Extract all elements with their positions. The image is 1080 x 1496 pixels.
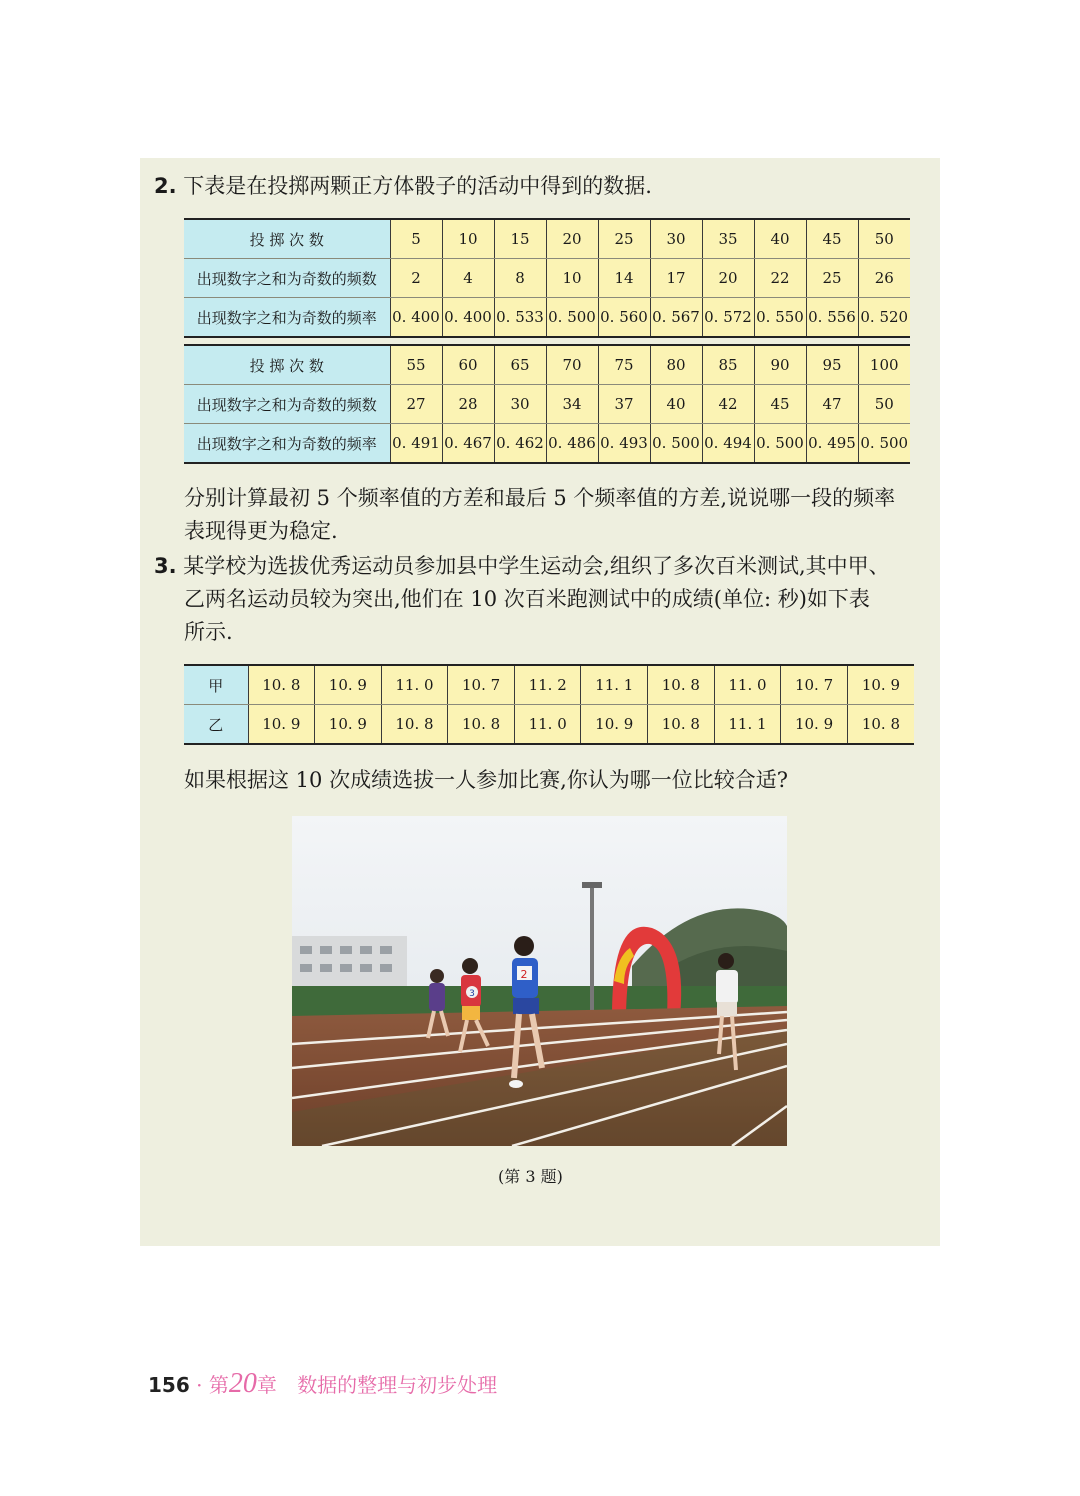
row-label-throws: 投 掷 次 数 <box>184 345 390 385</box>
q3-number: 3. <box>154 554 177 578</box>
table-cell: 85 <box>702 345 754 385</box>
table-cell: 0. 400 <box>442 298 494 338</box>
table-cell: 14 <box>598 259 650 298</box>
table-cell: 10. 8 <box>648 705 715 745</box>
q2-intro-line <box>154 170 652 203</box>
track-race-photo <box>292 816 787 1146</box>
table-cell: 2 <box>390 259 442 298</box>
table-row <box>184 665 914 705</box>
table-cell: 11. 0 <box>714 665 781 705</box>
row-label-frequency: 出现数字之和为奇数的频率 <box>184 298 390 338</box>
table-cell: 10 <box>442 219 494 259</box>
table-cell: 11. 1 <box>581 665 648 705</box>
sprint-times-table <box>184 664 914 745</box>
table-cell: 0. 486 <box>546 424 598 464</box>
table-cell: 28 <box>442 385 494 424</box>
table-cell: 10. 9 <box>248 705 315 745</box>
table-cell: 50 <box>858 219 910 259</box>
q2-intro: 下表是在投掷两颗正方体骰子的活动中得到的数据. <box>183 174 652 198</box>
table-cell: 0. 467 <box>442 424 494 464</box>
table-cell: 0. 500 <box>650 424 702 464</box>
q3-line-1: 某学校为选拔优秀运动员参加县中学生运动会,组织了多次百米测试,其中甲、 <box>183 554 890 578</box>
footer-separator: · <box>196 1373 203 1397</box>
table-cell: 0. 500 <box>858 424 910 464</box>
table-cell: 50 <box>858 385 910 424</box>
table-cell: 0. 400 <box>390 298 442 338</box>
table-cell: 11. 2 <box>514 665 581 705</box>
table-cell: 45 <box>806 219 858 259</box>
row-label-frequency: 出现数字之和为奇数的频率 <box>184 424 390 464</box>
table-cell: 0. 520 <box>858 298 910 338</box>
chapter-suffix: 章 <box>256 1373 277 1397</box>
table-cell: 15 <box>494 219 546 259</box>
q2-question-line-2: 表现得更为稳定. <box>184 519 338 543</box>
runner-bib-left: 3 <box>469 989 475 999</box>
table-cell: 0. 493 <box>598 424 650 464</box>
row-label-throws: 投 掷 次 数 <box>184 219 390 259</box>
table-cell: 35 <box>702 219 754 259</box>
table-cell: 10. 8 <box>381 705 448 745</box>
table-cell: 10 <box>546 259 598 298</box>
table-row <box>184 219 910 259</box>
table-cell: 22 <box>754 259 806 298</box>
table-cell: 17 <box>650 259 702 298</box>
athlete-jia: 甲 <box>184 665 248 705</box>
table-cell: 0. 500 <box>754 424 806 464</box>
row-label-count: 出现数字之和为奇数的频数 <box>184 259 390 298</box>
q3-line-3: 所示. <box>184 620 233 644</box>
table-cell: 10. 9 <box>847 665 914 705</box>
table-cell: 0. 572 <box>702 298 754 338</box>
table-cell: 0. 462 <box>494 424 546 464</box>
table-cell: 0. 491 <box>390 424 442 464</box>
table-cell: 11. 0 <box>381 665 448 705</box>
table-cell: 10. 7 <box>448 665 515 705</box>
page-number: 156 <box>148 1373 190 1397</box>
table-row <box>184 298 910 338</box>
table-cell: 10. 7 <box>781 665 848 705</box>
table-cell: 47 <box>806 385 858 424</box>
table-cell: 34 <box>546 385 598 424</box>
table-row <box>184 385 910 424</box>
chapter-prefix: 第 <box>208 1373 229 1397</box>
table-cell: 0. 533 <box>494 298 546 338</box>
table-cell: 30 <box>494 385 546 424</box>
table-cell: 27 <box>390 385 442 424</box>
dice-table-1 <box>184 218 910 338</box>
table-row <box>184 705 914 745</box>
table-row <box>184 259 910 298</box>
table-cell: 10. 9 <box>315 665 382 705</box>
q3-line-1-wrap <box>154 550 890 583</box>
table-cell: 20 <box>702 259 754 298</box>
table-cell: 25 <box>806 259 858 298</box>
table-cell: 10. 9 <box>581 705 648 745</box>
table-cell: 60 <box>442 345 494 385</box>
table-cell: 37 <box>598 385 650 424</box>
table-cell: 90 <box>754 345 806 385</box>
table-cell: 20 <box>546 219 598 259</box>
row-label-count: 出现数字之和为奇数的频数 <box>184 385 390 424</box>
table-cell: 40 <box>754 219 806 259</box>
page-footer <box>148 1368 497 1400</box>
table-cell: 10. 8 <box>448 705 515 745</box>
table-cell: 25 <box>598 219 650 259</box>
table-cell: 0. 500 <box>546 298 598 338</box>
table-cell: 0. 550 <box>754 298 806 338</box>
table-cell: 0. 556 <box>806 298 858 338</box>
table-cell: 26 <box>858 259 910 298</box>
table-cell: 42 <box>702 385 754 424</box>
table-cell: 0. 560 <box>598 298 650 338</box>
dice-table-2 <box>184 344 910 464</box>
table-cell: 0. 567 <box>650 298 702 338</box>
q2-question-line-1: 分别计算最初 5 个频率值的方差和最后 5 个频率值的方差,说说哪一段的频率 <box>184 486 896 510</box>
table-cell: 10. 9 <box>781 705 848 745</box>
table-cell: 55 <box>390 345 442 385</box>
runner-bib-center: 2 <box>520 968 528 981</box>
table-cell: 80 <box>650 345 702 385</box>
table-cell: 4 <box>442 259 494 298</box>
q2-number: 2. <box>154 174 177 198</box>
table-cell: 10. 8 <box>648 665 715 705</box>
table-cell: 5 <box>390 219 442 259</box>
table-cell: 10. 8 <box>847 705 914 745</box>
q3-line-2: 乙两名运动员较为突出,他们在 10 次百米跑测试中的成绩(单位: 秒)如下表 <box>184 587 870 611</box>
table-cell: 45 <box>754 385 806 424</box>
photo-caption: (第 3 题) <box>498 1167 563 1186</box>
table-cell: 11. 1 <box>714 705 781 745</box>
q3-question: 如果根据这 10 次成绩选拔一人参加比赛,你认为哪一位比较合适? <box>184 768 789 792</box>
table-cell: 8 <box>494 259 546 298</box>
table-cell: 10. 9 <box>315 705 382 745</box>
athlete-yi: 乙 <box>184 705 248 745</box>
table-cell: 11. 0 <box>514 705 581 745</box>
table-cell: 100 <box>858 345 910 385</box>
table-row <box>184 424 910 464</box>
chapter-title: 数据的整理与初步处理 <box>297 1373 498 1397</box>
chapter-number: 20 <box>228 1368 257 1399</box>
table-cell: 0. 495 <box>806 424 858 464</box>
table-cell: 70 <box>546 345 598 385</box>
table-row <box>184 345 910 385</box>
table-cell: 65 <box>494 345 546 385</box>
table-cell: 10. 8 <box>248 665 315 705</box>
table-cell: 95 <box>806 345 858 385</box>
table-cell: 0. 494 <box>702 424 754 464</box>
table-cell: 75 <box>598 345 650 385</box>
table-cell: 40 <box>650 385 702 424</box>
table-cell: 30 <box>650 219 702 259</box>
